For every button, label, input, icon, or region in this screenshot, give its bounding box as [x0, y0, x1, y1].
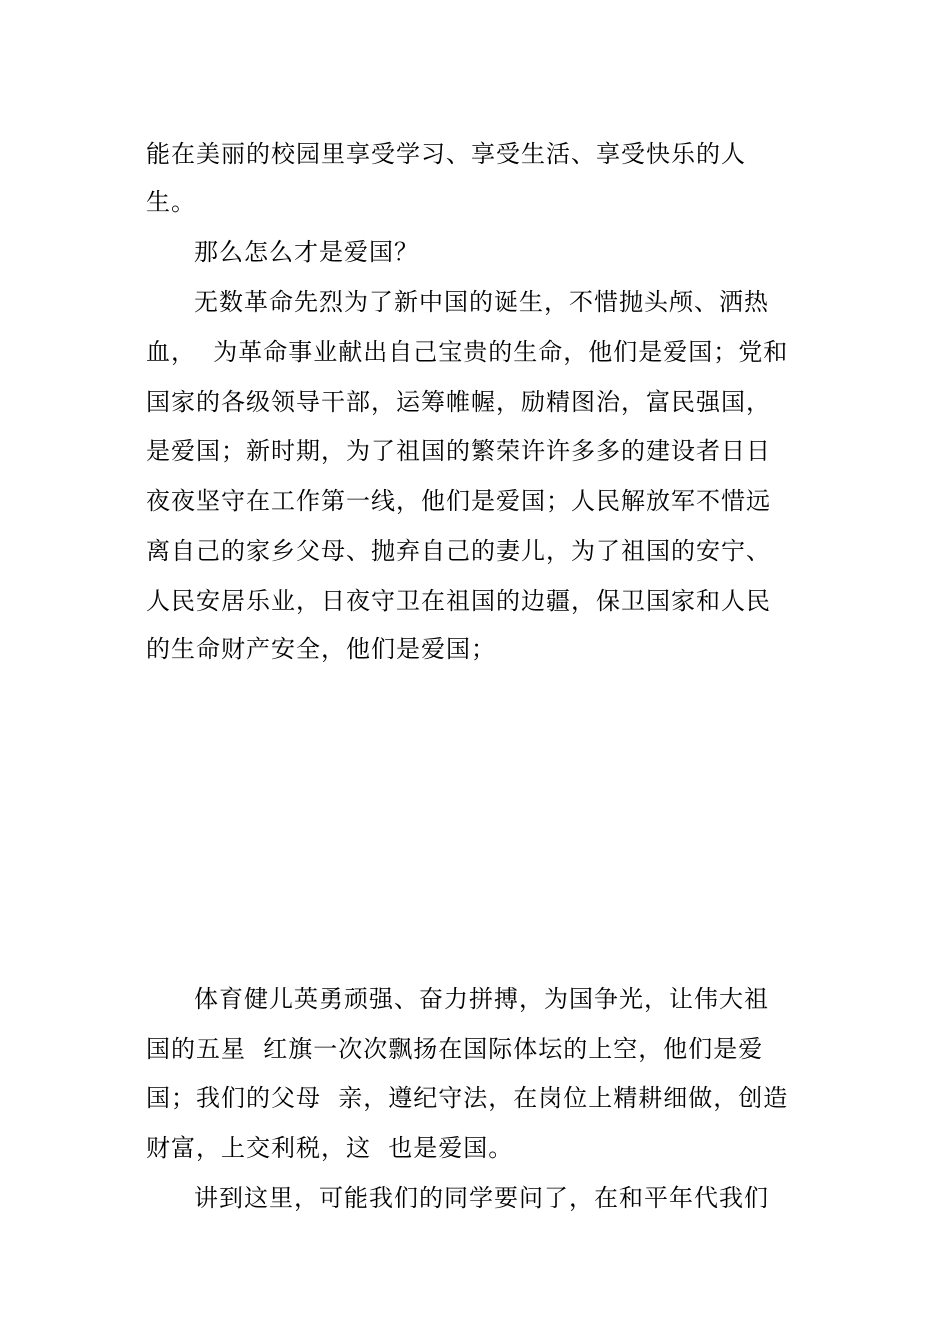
- text-line: 财富，上交利税，这 也是爱国。: [146, 1134, 514, 1162]
- text-line: 讲到这里，可能我们的同学要问了，在和平年代我们: [194, 1184, 769, 1212]
- text-line: 无数革命先烈为了新中国的诞生，不惜抛头颅、洒热: [194, 288, 769, 316]
- text-line: 是爱国；新时期，为了祖国的繁荣许许多多的建设者日日: [146, 437, 771, 465]
- text-line: 体育健儿英勇顽强、奋力拼搏，为国争光，让伟大祖: [194, 985, 769, 1013]
- text-line: 人民安居乐业，日夜守卫在祖国的边疆，保卫国家和人民: [146, 587, 771, 615]
- text-line: 国家的各级领导干部，运筹帷幄，励精图治，富民强国，: [146, 388, 771, 416]
- text-line: 离自己的家乡父母、抛弃自己的妻儿，为了祖国的安宁、: [146, 537, 771, 565]
- text-line: 国的五星 红旗一次次飘扬在国际体坛的上空，他们是爱: [146, 1035, 764, 1063]
- text-line: 那么怎么才是爱国？: [194, 238, 419, 266]
- text-line: 生。: [146, 188, 196, 216]
- text-line: 能在美丽的校园里享受学习、享受生活、享受快乐的人: [146, 140, 746, 168]
- text-line: 血， 为革命事业献出自己宝贵的生命，他们是爱国；党和: [146, 338, 789, 366]
- text-line: 夜夜坚守在工作第一线，他们是爱国；人民解放军不惜远: [146, 487, 771, 515]
- text-line: 国；我们的父母 亲，遵纪守法，在岗位上精耕细做，创造: [146, 1084, 789, 1112]
- text-line: 的生命财产安全，他们是爱国；: [146, 635, 496, 663]
